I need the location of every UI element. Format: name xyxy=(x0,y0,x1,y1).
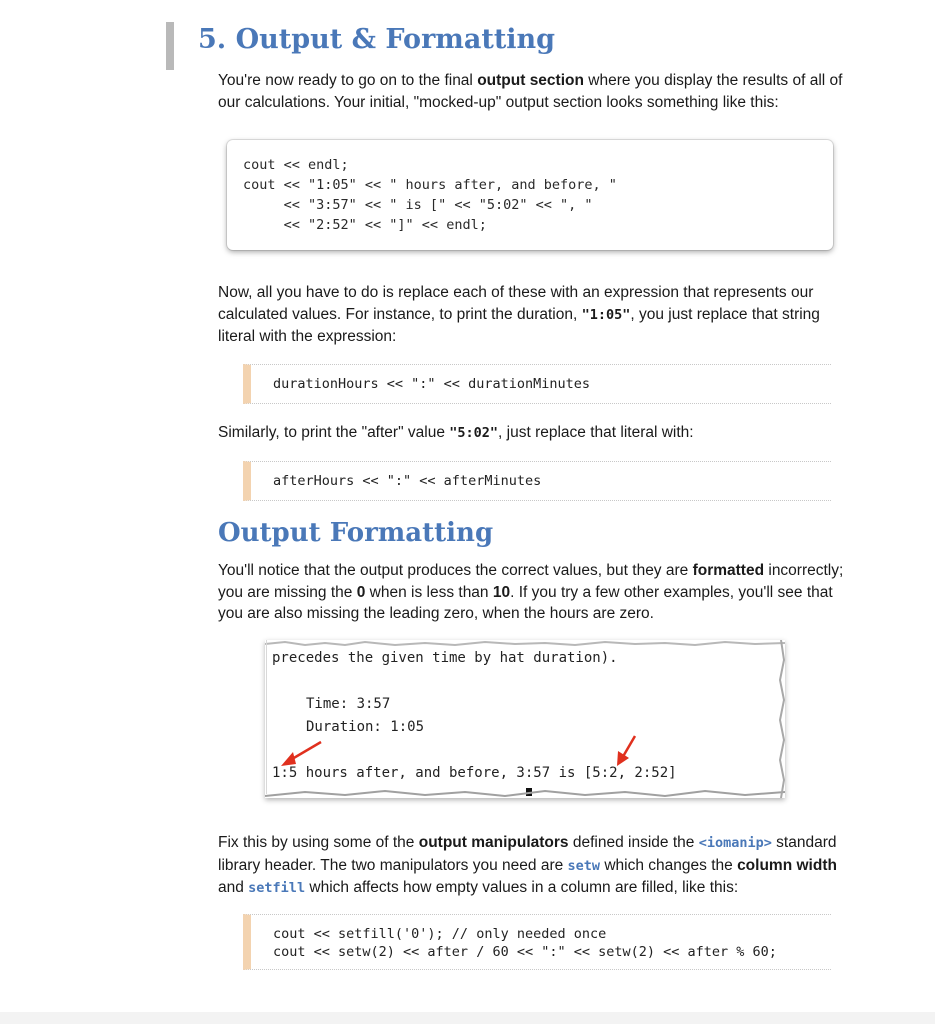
formatting-text-4: . If you try a few other examples, you'll see that you are also missing the leading zero, when the hours are zero. xyxy=(218,583,833,622)
fix-text-1: Fix this by using some of the xyxy=(218,834,419,851)
duration-snippet-code: durationHours << ":" << durationMinutes xyxy=(273,376,590,392)
formatting-text-1: You'll notice that the output produces the correct values, but they are xyxy=(218,562,693,579)
fix-text-6: which affects how empty values in a column are filled, like this: xyxy=(305,879,739,896)
terminal-left-border xyxy=(266,640,785,794)
terminal-line-2: Time: 3:57 xyxy=(306,696,391,712)
now-inline-code: "1:05" xyxy=(581,306,631,323)
terminal-line-3: Duration: 1:05 xyxy=(306,719,425,735)
after-snippet-code: afterHours << ":" << afterMinutes xyxy=(273,473,542,489)
section-accent-bar xyxy=(166,22,174,70)
formatting-bold-formatted: formatted xyxy=(692,562,765,579)
page-bottom-strip xyxy=(0,1012,935,1024)
fix-inline-code-setw: setw xyxy=(567,857,601,874)
setfill-snippet xyxy=(243,914,831,970)
after-snippet xyxy=(243,461,831,501)
duration-snippet xyxy=(243,364,831,404)
similarly-text-2: , just replace that literal with: xyxy=(498,424,694,441)
intro-text-2: where you display the results of all of our calculations. Your initial, "mocked-up" output section looks something like this: xyxy=(218,72,843,111)
similarly-inline-code: "5:02" xyxy=(449,425,499,441)
mock-output-code-card xyxy=(227,140,833,250)
fix-inline-code-setfill: setfill xyxy=(248,880,306,896)
formatting-bold-ten: 10 xyxy=(492,583,511,601)
fix-text-5: and xyxy=(218,879,249,896)
fix-inline-code-iomanip: <iomanip> xyxy=(698,835,772,851)
similarly-paragraph xyxy=(218,422,848,445)
now-text-2: , you just replace that string literal with the expression: xyxy=(218,305,820,345)
formatting-paragraph xyxy=(218,560,848,625)
fix-text-3: standard library header. The two manipulators you need are xyxy=(218,834,837,874)
similarly-text-1: Similarly, to print the "after" value xyxy=(218,424,450,441)
terminal-line-4: 1:5 hours after, and before, 3:57 is [5:2, 2:52] xyxy=(272,765,677,781)
fix-bold-column-width: column width xyxy=(737,856,837,874)
setfill-snippet-code: cout << setfill('0'); // only needed once cout << setw(2) << after / 60 << ":" << setw(2) << after % 60; xyxy=(273,926,777,960)
now-text-1: Now, all you have to do is replace each of these with an expression that represents our calculated values. For instance, to print the duration, xyxy=(218,284,814,323)
intro-paragraph xyxy=(218,70,848,113)
fix-text-4: which changes the xyxy=(600,856,738,874)
fix-text-2: defined inside the xyxy=(568,834,699,851)
intro-bold-output-section: output section xyxy=(477,72,584,89)
formatting-text-2: incorrectly; you are missing the xyxy=(218,562,844,601)
terminal-line-1: precedes the given time by hat duration). xyxy=(272,650,618,666)
section-title: 5. Output & Formatting xyxy=(198,24,556,55)
formatting-text-3: when is less than xyxy=(365,583,493,601)
output-formatting-heading: Output Formatting xyxy=(218,518,494,548)
formatting-bold-zero: 0 xyxy=(356,583,366,601)
now-paragraph xyxy=(218,282,848,348)
fix-paragraph xyxy=(218,832,848,900)
fix-bold-output-manipulators: output manipulators xyxy=(418,834,569,851)
intro-text-1: You're now ready to go on to the final xyxy=(218,72,478,89)
mock-output-code: cout << endl; cout << "1:05" << " hours after, and before, " << "3:57" << " is [" << "5:02" << ", " << "2:52" << "]" << endl; xyxy=(243,157,617,233)
